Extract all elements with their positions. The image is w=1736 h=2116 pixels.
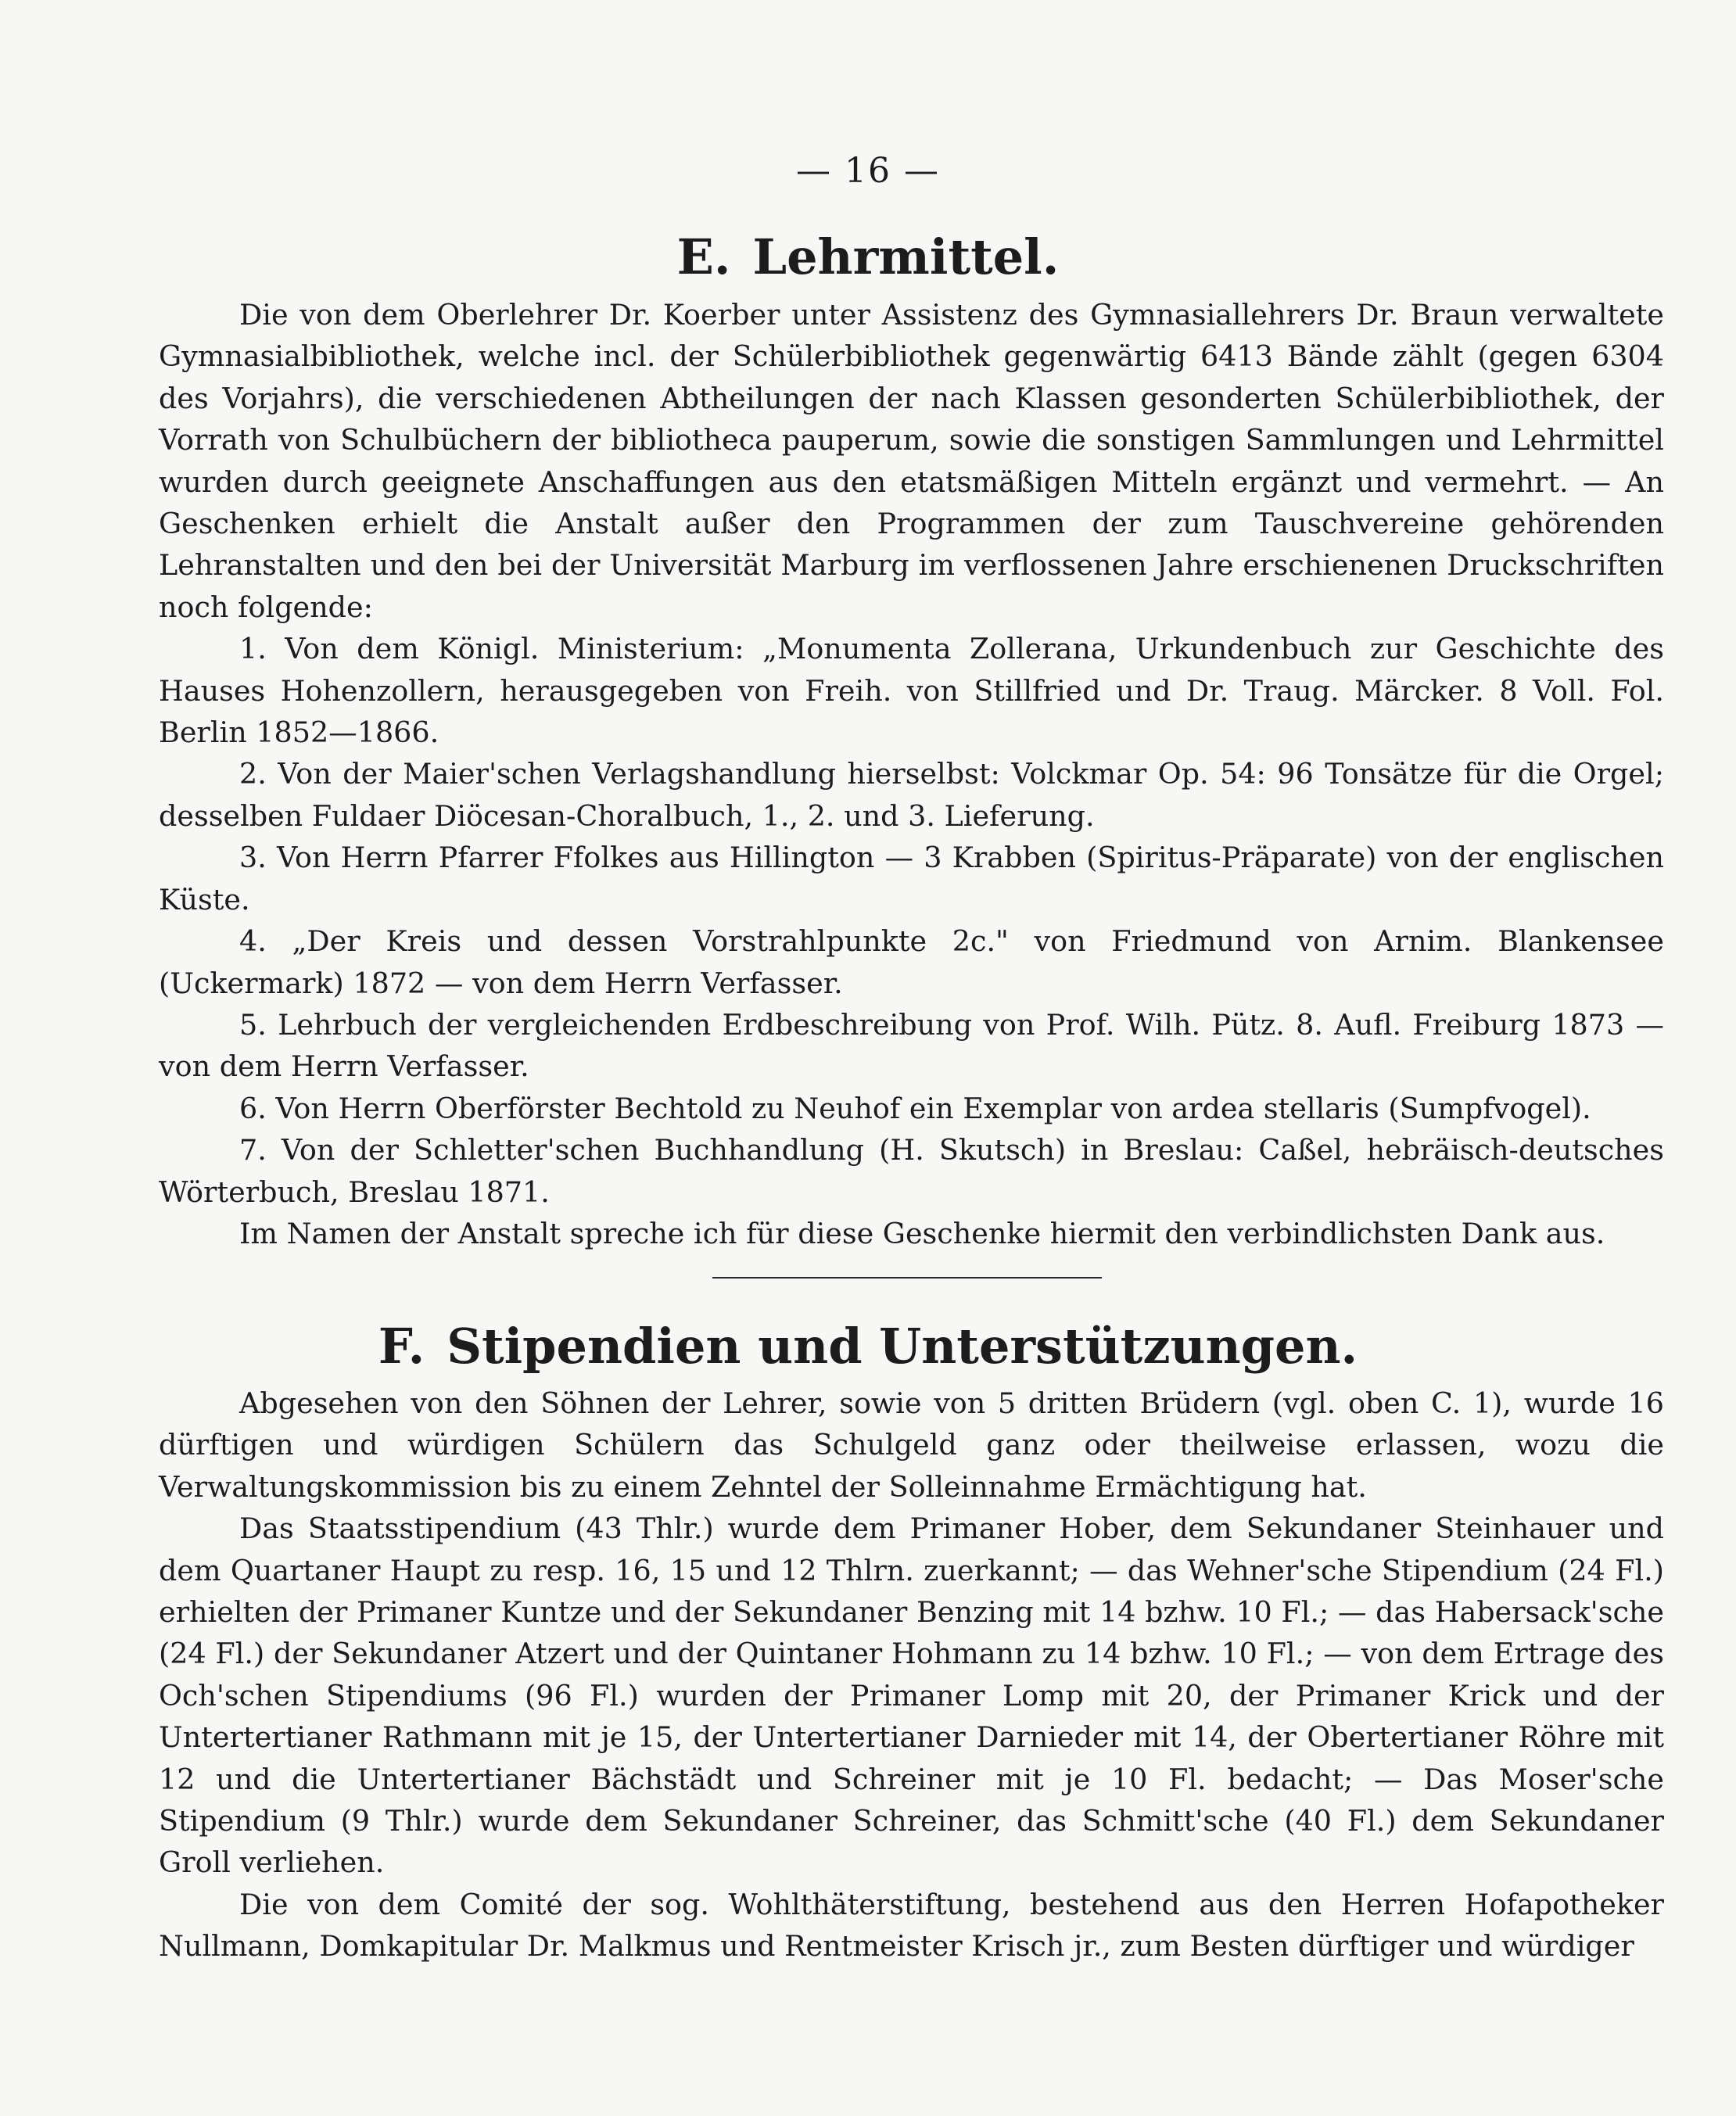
list-item-1: 1. Von dem Königl. Ministerium: „Monumenta Zollerana, Urkundenbuch zur Geschichte des Hauses Hohenzollern, herausgegeben von Freih. von Stillfried und Dr. Traug. Märcker. 8 Voll. Fol. Berlin 1852—1866. [159,632,1664,750]
section-f-letter: F. [378,1318,425,1375]
section-f-paragraph-3: Die von dem Comité der sog. Wohlthäterstiftung, bestehend aus den Herren Hofapotheker Nullmann, Domkapitular Dr. Malkmus und Rentmeister Krisch jr., zum Besten dürftiger und würdiger [159,1887,1664,1964]
section-e-body [159,294,1664,1254]
section-f-body [159,1383,1664,1967]
list-item-6: 6. Von Herrn Oberförster Bechtold zu Neuhof ein Exemplar von ardea stellaris (Sumpfvogel). [239,1091,1591,1125]
section-f-heading [0,1318,1736,1375]
section-e-closing: Im Namen der Anstalt spreche ich für diese Geschenke hiermit den verbindlichsten Dank aus. [239,1216,1605,1250]
list-item-2: 2. Von der Maier'schen Verlagshandlung hierselbst: Volckmar Op. 54: 96 Tonsätze für die Orgel; desselben Fuldaer Diöcesan-Choralbuch, 1., 2. und 3. Lieferung. [159,757,1664,833]
section-f-paragraph-2: Das Staatsstipendium (43 Thlr.) wurde dem Primaner Hober, dem Sekundaner Steinhauer und dem Quartaner Haupt zu resp. 16, 15 und 12 Thlrn. zuerkannt; — das Wehner'sche Stipendium (24 Fl.) erhielten der Primaner Kuntze und der Sekundaner Benzing mit 14 bzhw. 10 Fl.; — das Habersack'sche (24 Fl.) der Sekundaner Atzert und der Quintaner Hohmann zu 14 bzhw. 10 Fl.; — von dem Ertrage des Och'schen Stipendiums (96 Fl.) wurden der Primaner Lomp mit 20, der Primaner Krick und der Untertertianer Rathmann mit je 15, der Untertertianer Darnieder mit 14, der Obertertianer Röhre mit 12 und die Untertertianer Bächstädt und Schreiner mit je 10 Fl. bedacht; — Das Moser'sche Stipendium (9 Thlr.) wurde dem Sekundaner Schreiner, das Schmitt'sche (40 Fl.) dem Sekundaner Groll verliehen. [159,1512,1664,1880]
list-item-3: 3. Von Herrn Pfarrer Ffolkes aus Hillington — 3 Krabben (Spiritus-Präparate) von der englischen Küste. [159,841,1664,916]
section-f-paragraph-1: Abgesehen von den Söhnen der Lehrer, sowie von 5 dritten Brüdern (vgl. oben C. 1), wurde 16 dürftigen und würdigen Schülern das Schulgeld ganz oder theilweise erlassen, wozu die Verwaltungskommission bis zu einem Zehntel der Solleinnahme Ermächtigung hat. [159,1386,1664,1504]
section-e-letter: E. [676,228,731,285]
section-divider [712,1277,1102,1279]
list-item-4: 4. „Der Kreis und dessen Vorstrahlpunkte 2c." von Friedmund von Arnim. Blankensee (Uckermark) 1872 — von dem Herrn Verfasser. [159,924,1664,1000]
section-e-title: Lehrmittel. [752,228,1060,285]
section-f-title: Stipendien und Unterstützungen. [447,1318,1358,1375]
page-number: — 16 — [796,151,940,191]
list-item-7: 7. Von der Schletter'schen Buchhandlung (H. Skutsch) in Breslau: Caßel, hebräisch-deutsches Wörterbuch, Breslau 1871. [159,1133,1664,1209]
section-e-intro: Die von dem Oberlehrer Dr. Koerber unter Assistenz des Gymnasiallehrers Dr. Braun verwaltete Gymnasialbibliothek, welche incl. der Schülerbibliothek gegenwärtig 6413 Bände zählt (gegen 6304 des Vorjahrs), die verschiedenen Abtheilungen der nach Klassen gesonderten Schülerbibliothek, der Vorrath von Schulbüchern der bibliotheca pauperum, sowie die sonstigen Sammlungen und Lehrmittel wurden durch geeignete Anschaffungen aus den etatsmäßigen Mitteln ergänzt und vermehrt. — An Geschenken erhielt die Anstalt außer den Programmen der zum Tauschvereine gehörenden Lehranstalten und den bei der Universität Marburg im verflossenen Jahre erschienenen Druckschriften noch folgende: [159,298,1664,624]
list-item-5: 5. Lehrbuch der vergleichenden Erdbeschreibung von Prof. Wilh. Pütz. 8. Aufl. Freiburg 1873 — von dem Herrn Verfasser. [159,1007,1664,1084]
section-e-heading [0,228,1736,285]
